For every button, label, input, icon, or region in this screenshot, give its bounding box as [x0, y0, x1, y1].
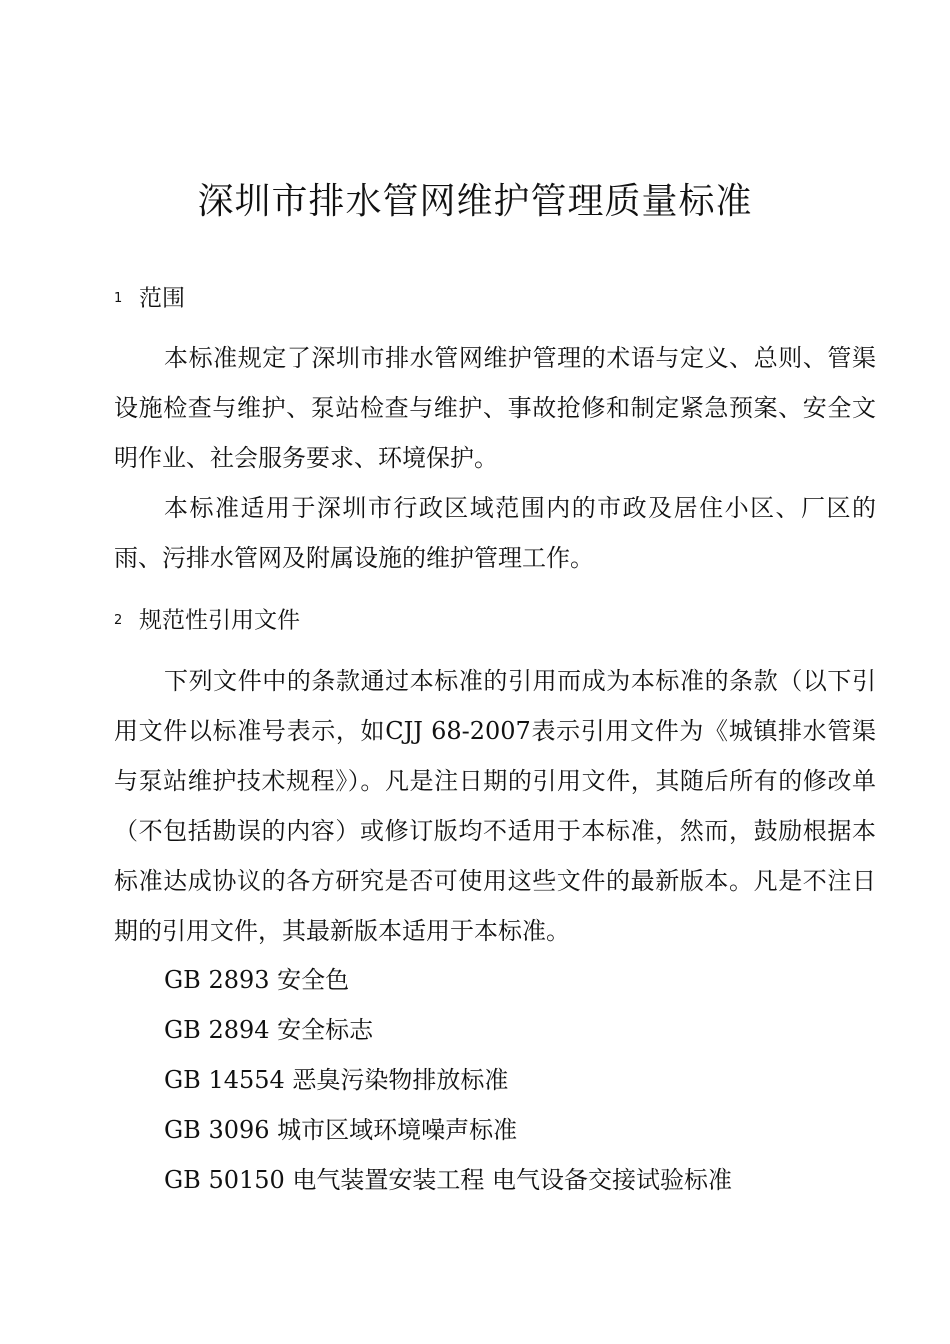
references-paragraph: 下列文件中的条款通过本标准的引用而成为本标准的条款（以下引用文件以标准号表示，如CJJ 68-2007表示引用文件为《城镇排水管渠与泵站维护技术规程》）。凡是注日期的引用文件，其随后所有的修改单（不包括勘误的内容）或修订版均不适用于本标准，然而，鼓励根据本标准达成协议的各方研究是否可使用这些文件的最新版本。凡是不注日期的引用文件，其最新版本适用于本标准。	[114, 667, 876, 945]
section-title: 范围	[139, 285, 185, 312]
scope-paragraph-1: 本标准规定了深圳市排水管网维护管理的术语与定义、总则、管渠设施检查与维护、泵站检查与维护、事故抢修和制定紧急预案、安全文明作业、社会服务要求、环境保护。	[114, 344, 876, 472]
section-number: 2	[114, 612, 123, 628]
section-heading-normative-references	[114, 605, 300, 636]
reference-item: GB 50150 电气装置安装工程 电气设备交接试验标准	[164, 1166, 733, 1194]
reference-item: GB 3096 城市区域环境噪声标准	[164, 1116, 518, 1144]
document-title: 深圳市排水管网维护管理质量标准	[197, 181, 753, 222]
reference-item: GB 2894 安全标志	[164, 1016, 374, 1044]
section-heading-scope	[114, 283, 185, 314]
section-title: 规范性引用文件	[139, 607, 300, 634]
reference-item: GB 14554 恶臭污染物排放标准	[164, 1066, 509, 1094]
reference-item: GB 2893 安全色	[164, 966, 350, 994]
scope-paragraph-2: 本标准适用于深圳市行政区域范围内的市政及居住小区、厂区的雨、污排水管网及附属设施的维护管理工作。	[114, 494, 876, 572]
section-number: 1	[114, 290, 123, 306]
